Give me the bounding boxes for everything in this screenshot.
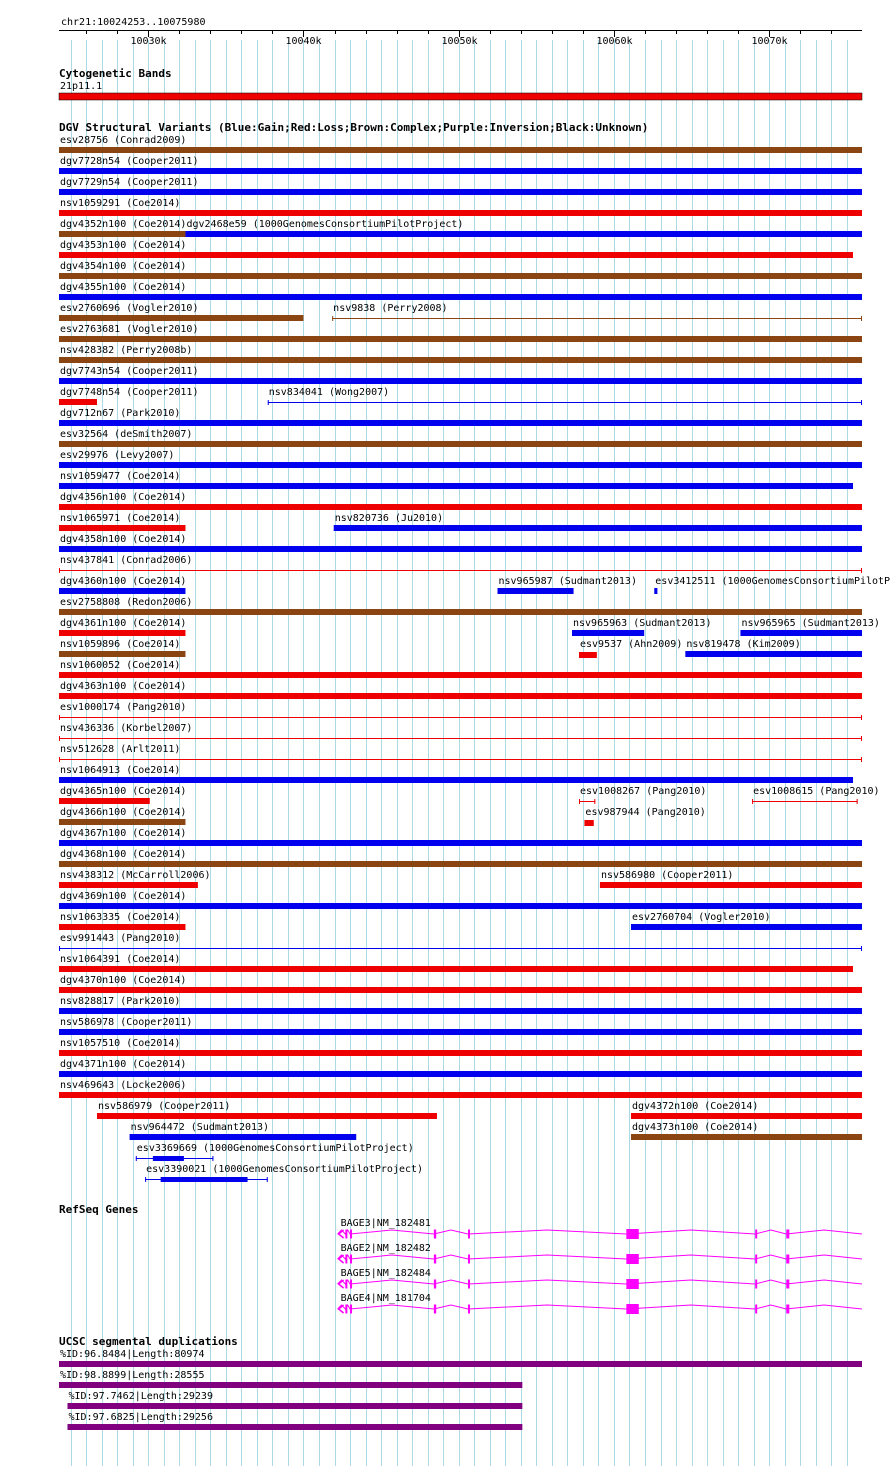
variant-label: dgv4363n100 (Coe2014) [60, 681, 187, 692]
gene-exon [786, 1280, 789, 1289]
variant-label: dgv4354n100 (Coe2014) [60, 261, 187, 272]
variant-bar [59, 987, 862, 993]
variant-label: nsv428382 (Perry2008b) [60, 345, 193, 356]
variant-label: esv987944 (Pang2010) [585, 807, 706, 818]
variant-label: nsv1064913 (Coe2014) [60, 765, 181, 776]
variant-label: nsv965965 (Sudmant2013) [741, 618, 880, 629]
variant-label: dgv4366n100 (Coe2014) [60, 807, 187, 818]
gene-strand-arrow [339, 1255, 344, 1263]
variant-label: esv9537 (Ahn2009) [580, 639, 683, 650]
variant-bar [59, 378, 862, 384]
region-label: chr21:10024253..10075980 [61, 17, 206, 28]
variant-label: dgv4353n100 (Coe2014) [60, 240, 187, 251]
variant-bar [631, 924, 862, 930]
variant-label: dgv4356n100 (Coe2014) [60, 492, 187, 503]
variant-label: esv2760696 (Vogler2010) [60, 303, 199, 314]
variant-bar [59, 294, 862, 300]
variant-bar [740, 630, 862, 636]
variant-bar [185, 231, 862, 237]
variant-label: nsv964472 (Sudmant2013) [130, 1122, 270, 1133]
segdup-label: %ID:97.6825|Length:29256 [68, 1412, 213, 1423]
variant-label: dgv4358n100 (Coe2014) [60, 534, 187, 545]
gene-exon [350, 1280, 352, 1289]
gene-exon [626, 1229, 638, 1239]
segdup-label: %ID:96.8484|Length:80974 [60, 1349, 205, 1360]
variant-label: dgv4373n100 (Coe2014) [632, 1122, 759, 1133]
gene-strand-arrow [339, 1280, 344, 1288]
variant-label: dgv4372n100 (Coe2014) [632, 1101, 759, 1112]
cytoband-track-title: Cytogenetic Bands [59, 67, 172, 80]
variant-label: esv2758808 (Redon2006) [60, 597, 193, 608]
variant-label: dgv4361n100 (Coe2014) [60, 618, 187, 629]
variant-bar [59, 462, 862, 468]
gene-label: BAGE5|NM_182484 [340, 1268, 431, 1279]
variant-label: dgv7729n54 (Cooper2011) [60, 177, 199, 188]
refseq-track-title: RefSeq Genes [59, 1203, 139, 1216]
variant-bar [59, 1092, 862, 1098]
variant-bar [59, 588, 185, 594]
variant-bar [59, 840, 862, 846]
variant-label: nsv965987 (Sudmant2013) [498, 576, 637, 587]
variant-bar [572, 630, 644, 636]
variant-label: dgv4365n100 (Coe2014) [60, 786, 187, 797]
variant-label: nsv437841 (Conrad2006) [60, 555, 193, 566]
variant-bar [59, 399, 97, 405]
variant-label: esv1008615 (Pang2010) [753, 786, 880, 797]
variant-label: dgv4367n100 (Coe2014) [60, 828, 187, 839]
variant-label: dgv712n67 (Park2010) [60, 408, 181, 419]
variant-label: esv2760704 (Vogler2010) [632, 912, 771, 923]
gene-strand-arrow [339, 1230, 344, 1238]
gene-intron-line [338, 1305, 862, 1309]
variant-bar [59, 630, 185, 636]
variant-bar [59, 1050, 862, 1056]
gene-exon [345, 1255, 347, 1264]
gene-intron-line [338, 1230, 862, 1234]
variant-bar [59, 441, 862, 447]
ruler-tick-label: 10030k [130, 36, 167, 47]
variant-bar [59, 231, 185, 237]
variant-bar [59, 798, 150, 804]
gene-exon [626, 1279, 638, 1289]
gene-label: BAGE2|NM_182482 [340, 1243, 431, 1254]
variant-bar [59, 1029, 862, 1035]
variant-label: esv3390021 (1000GenomesConsortiumPilotProject) [146, 1164, 424, 1175]
variant-bar [654, 588, 657, 594]
gene-exon [345, 1305, 347, 1314]
variant-label: nsv1065971 (Coe2014) [60, 513, 181, 524]
variant-label: dgv7748n54 (Cooper2011) [60, 387, 199, 398]
variant-label: nsv586980 (Cooper2011) [600, 870, 734, 881]
gene-label: BAGE3|NM_182481 [340, 1218, 431, 1229]
variant-label: nsv820736 (Ju2010) [334, 513, 444, 524]
variant-label: dgv4371n100 (Coe2014) [60, 1059, 187, 1070]
variant-label: esv28756 (Conrad2009) [60, 135, 187, 146]
variant-bar [59, 693, 862, 699]
variant-bar [59, 672, 862, 678]
variant-label: esv29976 (Levy2007) [60, 450, 175, 461]
variant-label: dgv4369n100 (Coe2014) [60, 891, 187, 902]
gene-exon [626, 1254, 638, 1264]
variant-bar [59, 882, 198, 888]
variant-bar [685, 651, 862, 657]
variant-label: nsv1059477 (Coe2014) [60, 471, 181, 482]
variant-label: nsv438312 (McCarroll2006) [60, 870, 211, 881]
variant-bar [59, 546, 862, 552]
variant-bar [59, 504, 862, 510]
variant-bar [600, 882, 862, 888]
variant-bar [59, 966, 853, 972]
variant-label: nsv828817 (Park2010) [60, 996, 181, 1007]
variant-label: nsv436336 (Korbel2007) [60, 723, 193, 734]
variant-bar [59, 861, 862, 867]
variant-label: nsv9838 (Perry2008) [333, 303, 448, 314]
ruler-ticks [87, 30, 832, 47]
variant-bar [59, 336, 862, 342]
variant-block [161, 1177, 248, 1182]
cytoband-label: 21p11.1 [60, 81, 103, 92]
variant-bar [59, 651, 185, 657]
variant-bar [59, 819, 185, 825]
variant-bar [59, 273, 862, 279]
variant-label: nsv1059291 (Coe2014) [60, 198, 181, 209]
variant-label: nsv1064391 (Coe2014) [60, 954, 181, 965]
variant-label: nsv512628 (Arlt2011) [60, 744, 181, 755]
variant-label: dgv7743n54 (Cooper2011) [60, 366, 199, 377]
gene-intron-line [338, 1280, 862, 1284]
variant-label: nsv1057510 (Coe2014) [60, 1038, 181, 1049]
gene-exon [350, 1305, 352, 1314]
variant-bar [59, 1071, 862, 1077]
gene-exon [755, 1230, 757, 1239]
variant-bar [59, 357, 862, 363]
gene-label: BAGE4|NM_181704 [340, 1293, 431, 1304]
gene-exon [345, 1280, 347, 1289]
variant-bar [631, 1113, 862, 1119]
variant-label: nsv1059896 (Coe2014) [60, 639, 181, 650]
variant-bar [59, 420, 862, 426]
variant-label: dgv7728n54 (Cooper2011) [60, 156, 199, 167]
gene-exon [468, 1305, 470, 1314]
variant-label: dgv4352n100 (Coe2014) [60, 219, 187, 230]
variant-bar [59, 924, 185, 930]
variant-label: nsv834041 (Wong2007) [268, 387, 390, 398]
gene-exon [755, 1255, 757, 1264]
ruler-tick-label: 10060k [596, 36, 633, 47]
ruler-tick-label: 10070k [751, 36, 788, 47]
variant-label: esv3412511 (1000GenomesConsortiumPilotP [655, 576, 890, 587]
segdup-label: %ID:97.7462|Length:29239 [68, 1391, 213, 1402]
variant-bar [59, 1008, 862, 1014]
variant-label: esv3369669 (1000GenomesConsortiumPilotProject) [136, 1143, 414, 1154]
segdup-bar [59, 1382, 522, 1388]
variant-bar [631, 1134, 862, 1140]
variant-bar [59, 609, 862, 615]
ruler-tick-label: 10040k [285, 36, 322, 47]
variant-label: esv32564 (deSmith2007) [60, 429, 193, 440]
variant-label: nsv965963 (Sudmant2013) [573, 618, 712, 629]
variant-label: esv1008267 (Pang2010) [580, 786, 707, 797]
variant-label: dgv2468e59 (1000GenomesConsortiumPilotProject) [186, 219, 464, 230]
variant-bar [59, 777, 853, 783]
segdup-bar [59, 1361, 862, 1367]
variant-label: dgv4355n100 (Coe2014) [60, 282, 187, 293]
variant-label: nsv1060052 (Coe2014) [60, 660, 181, 671]
variant-label: dgv4368n100 (Coe2014) [60, 849, 187, 860]
gene-exon [434, 1230, 436, 1239]
variant-bar [59, 252, 853, 258]
variant-label: nsv469643 (Locke2006) [60, 1080, 187, 1091]
gene-exon [350, 1255, 352, 1264]
gene-exon [755, 1305, 757, 1314]
gene-exon [755, 1280, 757, 1289]
variant-label: esv2763681 (Vogler2010) [60, 324, 199, 335]
segdup-bar [67, 1403, 522, 1409]
dgv-track-title: DGV Structural Variants (Blue:Gain;Red:Loss;Brown:Complex;Purple:Inversion;Black:Unknown) [59, 121, 649, 134]
variant-label: dgv4360n100 (Coe2014) [60, 576, 187, 587]
cytoband-bar [59, 93, 862, 100]
variant-bar [59, 483, 853, 489]
segmental-duplications-track [59, 1335, 862, 1430]
ruler-tick-label: 10050k [441, 36, 478, 47]
variant-bar [59, 903, 862, 909]
gene-exon [345, 1230, 347, 1239]
variant-label: esv991443 (Pang2010) [60, 933, 181, 944]
gene-exon [786, 1230, 789, 1239]
gene-intron-line [338, 1255, 862, 1259]
segdup-label: %ID:98.8899|Length:28555 [60, 1370, 205, 1381]
gene-strand-arrow [339, 1305, 344, 1313]
variant-bar [97, 1113, 437, 1119]
variant-bar [59, 525, 185, 531]
variant-label: esv1000174 (Pang2010) [60, 702, 187, 713]
variant-bar [130, 1134, 357, 1140]
variant-label: nsv1063335 (Coe2014) [60, 912, 181, 923]
variant-label: nsv586979 (Cooper2011) [97, 1101, 231, 1112]
gene-exon [468, 1255, 470, 1264]
variant-bar [334, 525, 862, 531]
gene-exon [786, 1305, 789, 1314]
variant-bar [59, 168, 862, 174]
segdup-bar [67, 1424, 522, 1430]
variant-bar [59, 315, 303, 321]
variant-label: dgv4370n100 (Coe2014) [60, 975, 187, 986]
gene-exon [350, 1230, 352, 1239]
gene-exon [626, 1304, 638, 1314]
gene-exon [434, 1255, 436, 1264]
variant-bar [59, 147, 862, 153]
variant-bar [498, 588, 574, 594]
variant-label: nsv586978 (Cooper2011) [60, 1017, 193, 1028]
variant-bar [59, 210, 862, 216]
variant-bar [59, 189, 862, 195]
gene-exon [468, 1280, 470, 1289]
segdup-track-title: UCSC segmental duplications [59, 1335, 238, 1348]
gene-exon [468, 1230, 470, 1239]
gene-exon [786, 1255, 789, 1264]
variant-block [153, 1156, 184, 1161]
gene-exon [434, 1280, 436, 1289]
variant-label: nsv819478 (Kim2009) [686, 639, 801, 650]
gene-exon [434, 1305, 436, 1314]
